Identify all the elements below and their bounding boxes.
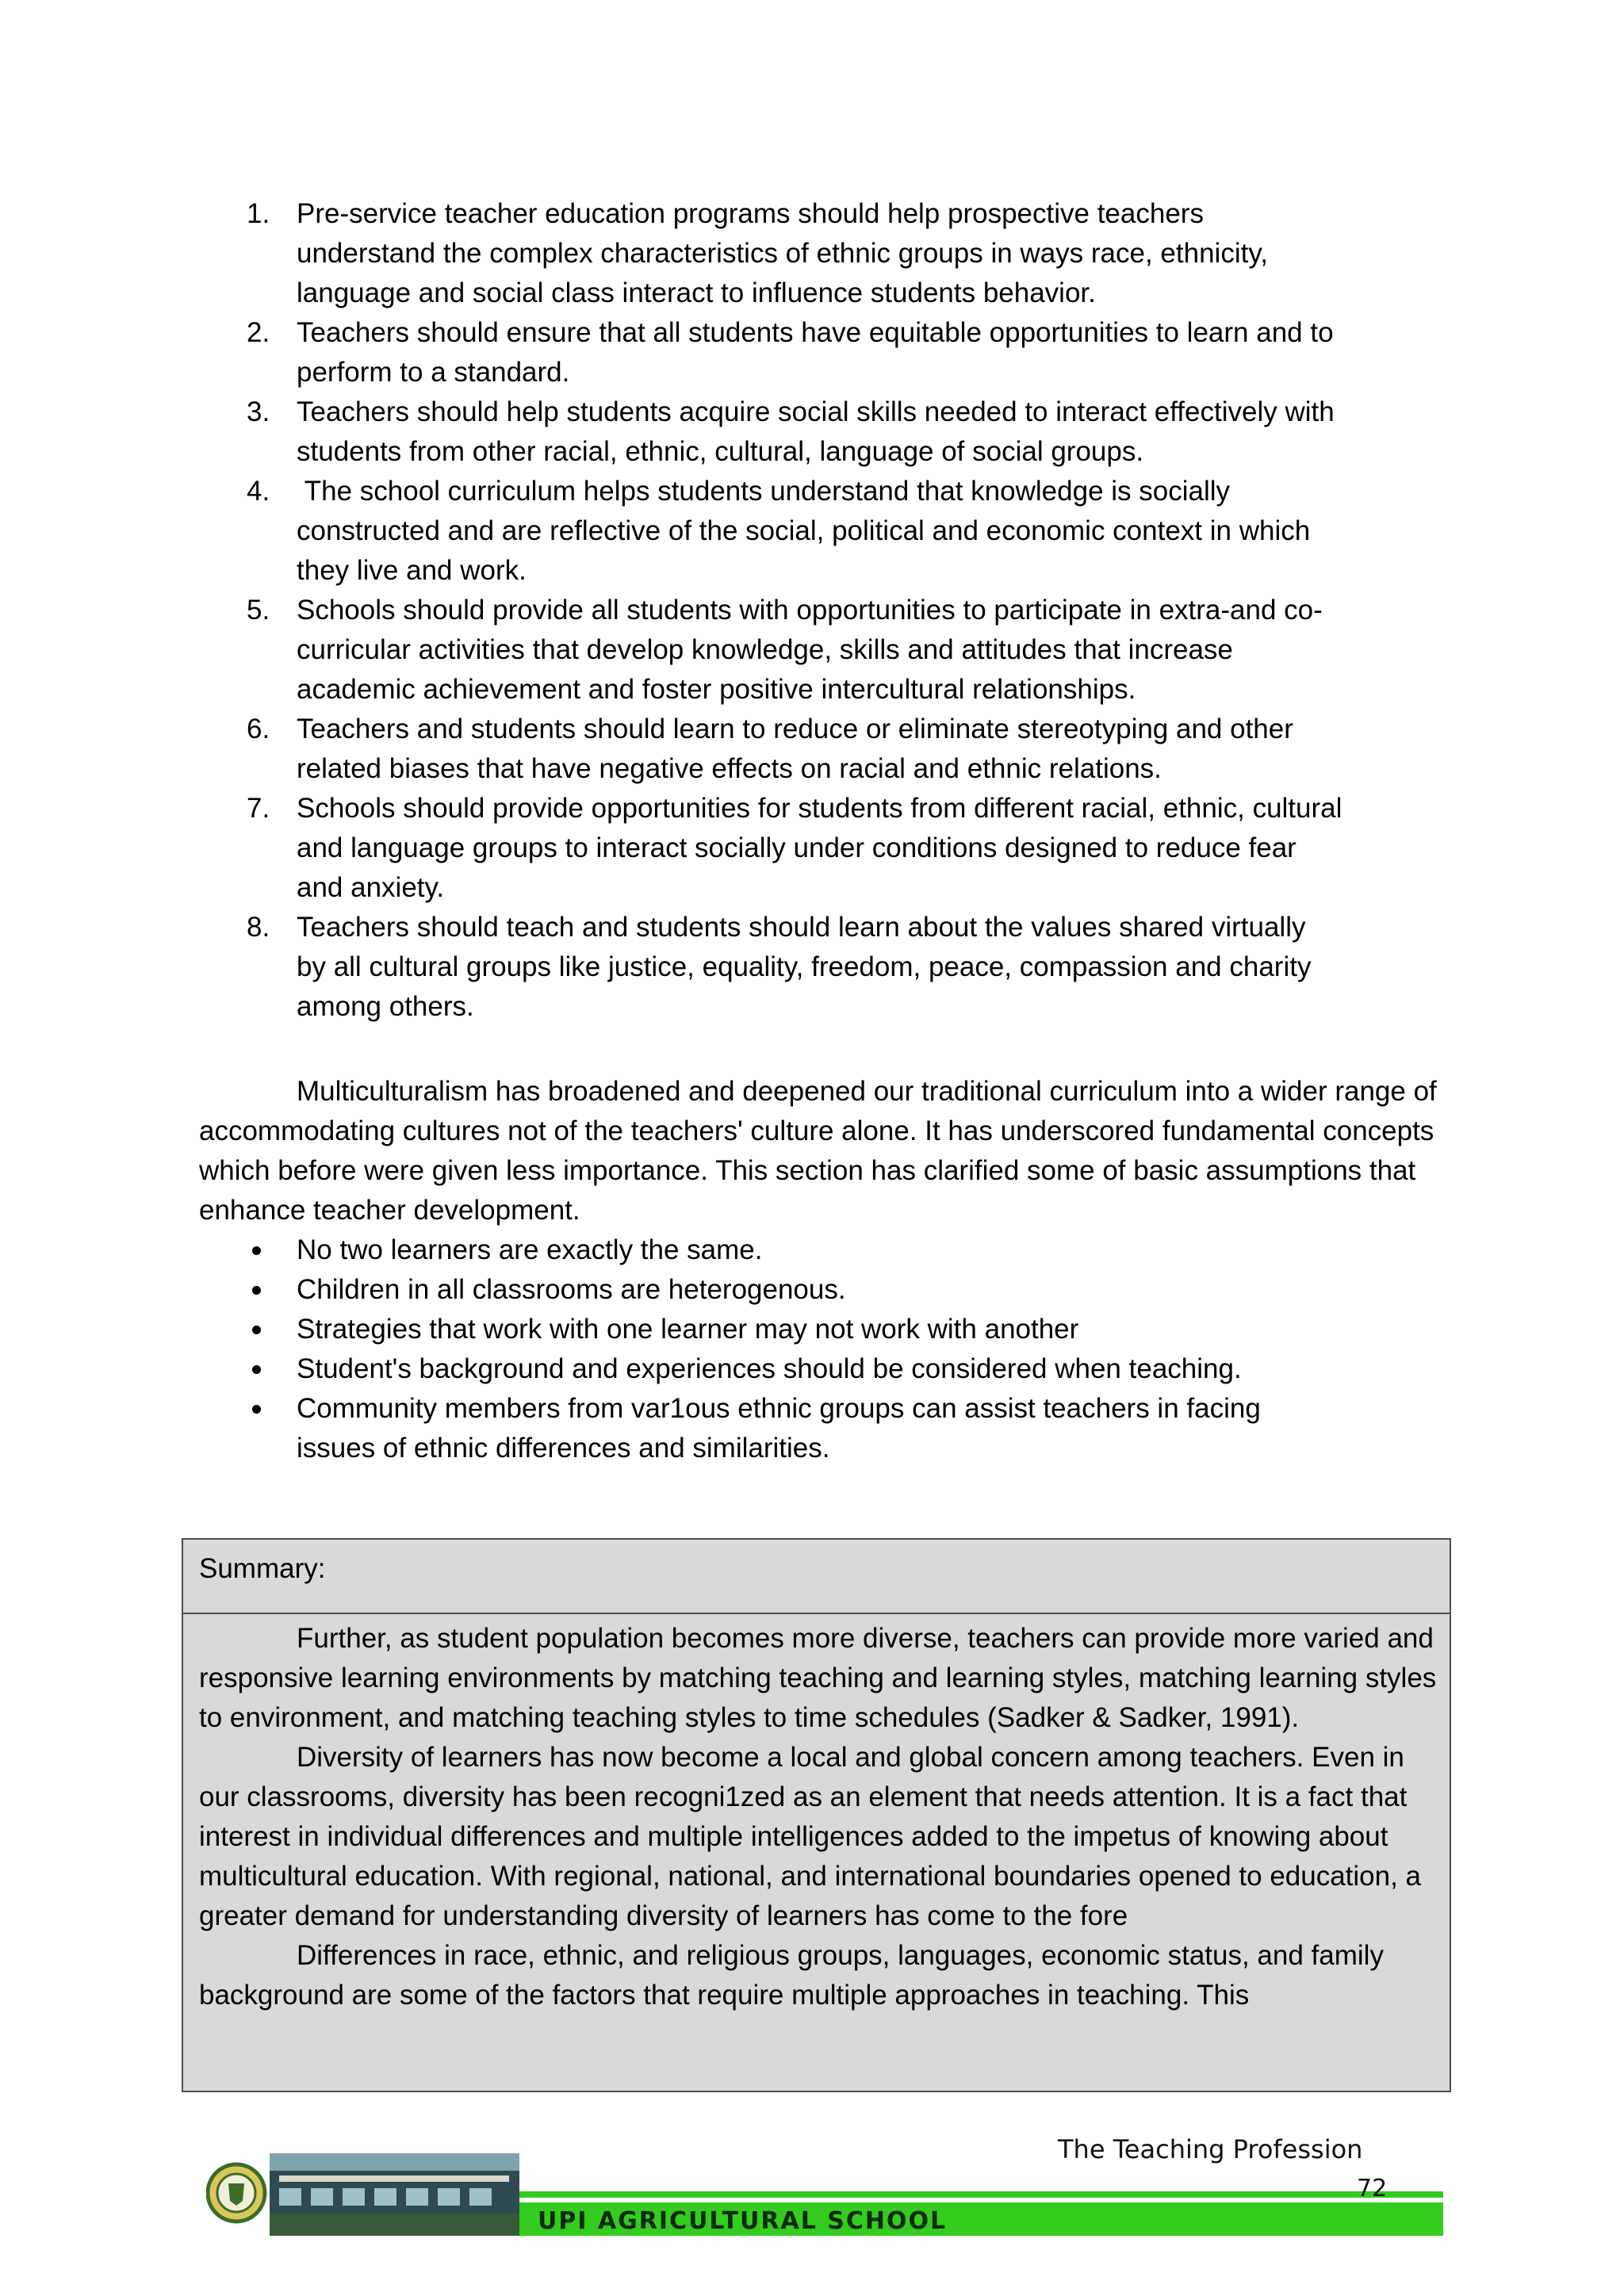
item-text — [297, 710, 1446, 789]
summary-paragraph: Further, as student population becomes more diverse, teachers can provide more varied and responsive learning environments by matching teaching and learning styles, matching learning styles to environment, and matching teaching styles to time schedules (Sadker & Sadker, 1991). — [199, 1623, 1437, 1733]
bullet-item — [0, 1230, 1624, 1270]
numbered-item — [0, 908, 1624, 1027]
bullet-line: Children in all classrooms are heterogenous. — [297, 1274, 846, 1305]
numbered-item — [0, 710, 1624, 789]
item-number: 7. — [247, 793, 270, 824]
numbered-item — [0, 392, 1624, 472]
bullet-item — [0, 1310, 1624, 1349]
item-line: and language groups to interact socially under conditions designed to reduce fear — [297, 832, 1297, 863]
item-number: 4. — [247, 476, 270, 507]
bullet-list — [0, 1230, 1624, 1468]
bullet-icon — [252, 1405, 261, 1414]
item-line: related biases that have negative effects on racial and ethnic relations. — [297, 753, 1162, 784]
page-number: 72 — [1357, 2175, 1388, 2202]
item-line: they live and work. — [297, 555, 527, 586]
item-line: Pre-service teacher education programs should help prospective teachers — [297, 198, 1204, 229]
item-line: students from other racial, ethnic, cultural, language of social groups. — [297, 436, 1144, 467]
bullet-text — [297, 1230, 1407, 1270]
numbered-item — [0, 472, 1624, 591]
bullet-item — [0, 1349, 1624, 1389]
numbered-item — [0, 313, 1624, 392]
bullet-icon — [252, 1246, 261, 1255]
bullet-text — [297, 1270, 1407, 1310]
item-line: academic achievement and foster positive intercultural relationships. — [297, 674, 1136, 705]
summary-body — [183, 1614, 1450, 2015]
item-line: Teachers should help students acquire social skills needed to interact effectively with — [297, 396, 1335, 427]
item-line: and anxiety. — [297, 872, 445, 903]
footer-banner-text: UPI AGRICULTURAL SCHOOL — [538, 2207, 948, 2235]
item-line: Schools should provide all students with opportunities to participate in extra-and co- — [297, 595, 1323, 626]
item-text — [297, 472, 1446, 591]
summary-heading: Summary: — [183, 1540, 1450, 1614]
item-line: constructed and are reflective of the social, political and economic context in which — [297, 515, 1311, 546]
numbered-item — [0, 789, 1624, 908]
item-line: understand the complex characteristics of ethnic groups in ways race, ethnicity, — [297, 238, 1268, 269]
bullet-item — [0, 1270, 1624, 1310]
item-line: among others. — [297, 991, 474, 1022]
item-text — [297, 591, 1446, 710]
item-number: 1. — [247, 198, 270, 229]
bullet-text — [297, 1349, 1407, 1389]
numbered-list — [0, 194, 1624, 1027]
numbered-item — [0, 194, 1624, 313]
item-line: Teachers and students should learn to reduce or eliminate stereotyping and other — [297, 714, 1293, 744]
item-number: 6. — [247, 714, 270, 744]
item-number: 8. — [247, 912, 270, 943]
bullet-line: Strategies that work with one learner may not work with another — [297, 1314, 1079, 1345]
item-line: The school curriculum helps students understand that knowledge is socially — [297, 476, 1231, 507]
summary-paragraph: Differences in race, ethnic, and religious groups, languages, economic status, and family background are some of the factors that require multiple approaches in teaching. This — [199, 1940, 1384, 2011]
numbered-item — [0, 591, 1624, 710]
summary-box — [182, 1538, 1451, 2092]
bullet-line: issues of ethnic differences and similarities. — [297, 1433, 830, 1464]
summary-paragraph: Diversity of learners has now become a local and global concern among teachers. Even in our classrooms, diversity has been recogni1zed as an element that needs attention. It is a fact that interest in individual differences and multiple intelligences added to the impetus of knowing about multicultural education. With regional, national, and international boundaries opened to education, a greater demand for understanding diversity of learners has come to the fore — [199, 1742, 1422, 1931]
footer-title: The Teaching Profession — [1058, 2134, 1363, 2164]
bullet-item — [0, 1389, 1624, 1468]
item-number: 3. — [247, 396, 270, 427]
item-line: Teachers should teach and students should learn about the values shared virtually — [297, 912, 1306, 943]
intro-paragraph: Multiculturalism has broadened and deepened our traditional curriculum into a wider range of accommodating cultures not of the teachers' culture alone. It has underscored fundamental concepts which before were given less importance. This section has clarified some of basic assumptions that enhance teacher development. — [199, 1076, 1437, 1226]
item-text — [297, 313, 1446, 392]
bullet-text — [297, 1310, 1407, 1349]
bullet-icon — [252, 1326, 261, 1334]
item-text — [297, 194, 1446, 313]
item-line: Schools should provide opportunities for students from different racial, ethnic, cultural — [297, 793, 1342, 824]
item-text — [297, 908, 1446, 1027]
item-text — [297, 392, 1446, 472]
item-line: Teachers should ensure that all students have equitable opportunities to learn and to — [297, 317, 1334, 348]
bullet-line: No two learners are exactly the same. — [297, 1234, 763, 1265]
item-text — [297, 789, 1446, 908]
bullet-icon — [252, 1365, 261, 1374]
item-line: language and social class interact to influence students behavior. — [297, 277, 1096, 308]
school-seal-icon — [208, 2164, 265, 2221]
item-line: by all cultural groups like justice, equality, freedom, peace, compassion and charity — [297, 951, 1312, 982]
bullet-icon — [252, 1286, 261, 1295]
school-building-photo — [270, 2153, 519, 2236]
item-line: curricular activities that develop knowledge, skills and attitudes that increase — [297, 634, 1233, 665]
bullet-line: Community members from var1ous ethnic groups can assist teachers in facing — [297, 1393, 1261, 1424]
item-number: 2. — [247, 317, 270, 348]
bullet-text — [297, 1389, 1407, 1468]
bullet-line: Student's background and experiences should be considered when teaching. — [297, 1353, 1242, 1384]
item-line: perform to a standard. — [297, 357, 570, 388]
item-number: 5. — [247, 595, 270, 626]
